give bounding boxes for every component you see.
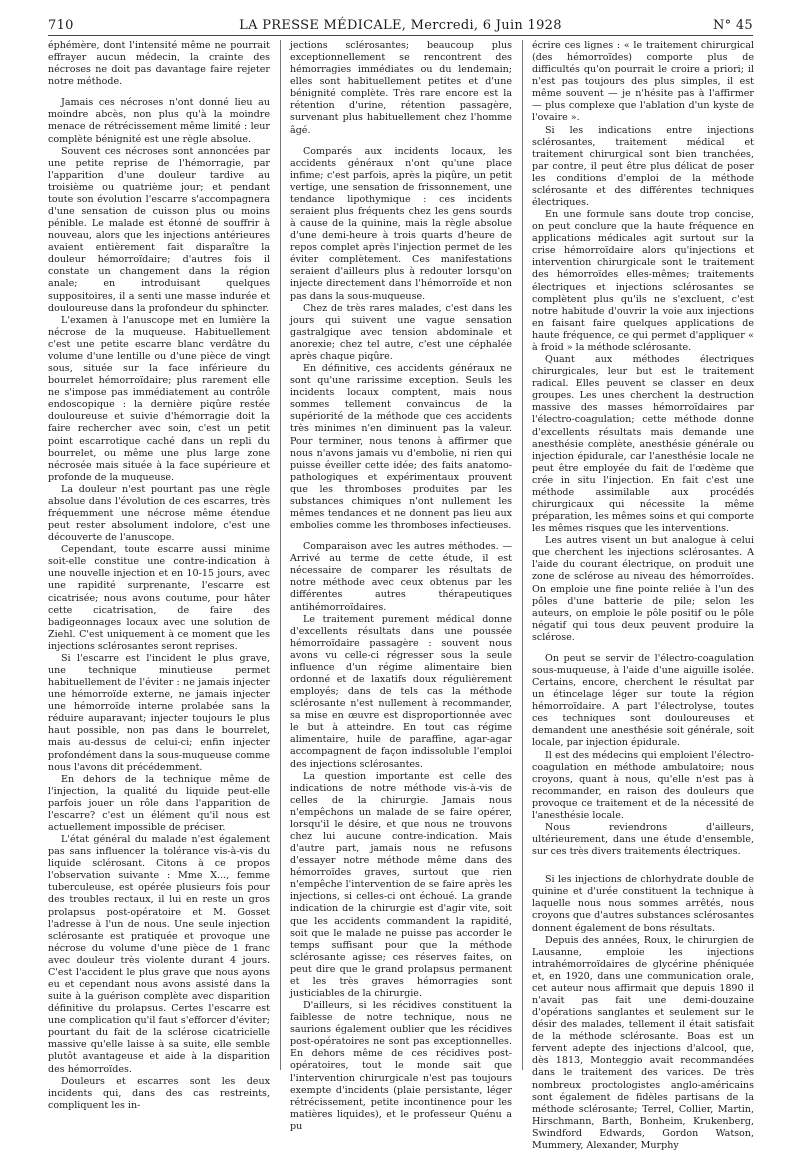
column-divider [280, 40, 281, 1070]
paragraph: La douleur n'est pourtant pas une règle absolue dans l'évolution de ces escarres, très fréquemment une nécrose même étendue peut rester absolument indolore, c'est une découverte de l'anuscope. [48, 483, 270, 544]
paragraph: Quant aux méthodes électriques chirurgicales, leur but est le traitement radical. Elles peuvent se classer en deux groupes. Les unes cherchent la destruction massive des masses hémorroïdaires par l'électro-coagulation; cette méthode donne d'excellents résultats mais demande une anesthésie complète, anesthésie générale ou injection épidurale, car l'anesthésie locale ne peut être employée du fait de l'œdème que crée in situ l'injection. En fait c'est une méthode assimilable aux procédés chirurgicaux qui nécessite la même préparation, les mêmes soins et qui comporte les mêmes risques que les interventions. [532, 354, 754, 535]
column-2 [290, 40, 512, 1133]
paragraph: L'examen à l'anuscope met en lumière la nécrose de la muqueuse. Habituellement c'est une petite escarre blanc verdâtre du volume d'une lentille ou d'une pièce de vingt sous, située sur la face inférieure du bourrelet hémorroïdaire; plus rarement elle ne s'impose pas immédiatement au contrôle endoscopique : la dernière piqûre restée douloureuse et suivie d'hémorragie doit la faire rechercher avec soin, c'est un petit point escarrotique caché dans un repli du bourrelet, ou même une plus large zone nécrosée mais située à la face supérieure et profonde de la muqueuse. [48, 314, 270, 483]
paragraph: Les autres visent un but analogue à celui que cherchent les injections sclérosantes. A l'aide du courant électrique, on produit une zone de sclérose au niveau des hémorroïdes. On emploie une fine pointe reliée à l'un des pôles d'une batterie de pile; selon les auteurs, on emploie le pôle positif ou le pôle négatif qui tous deux peuvent produire la sclérose. [532, 535, 754, 643]
paragraph: Si les injections de chlorhydrate double de quinine et d'urée constituent la technique à laquelle nous nous sommes arrêtés, nous croyons que d'autres substances sclérosantes donnent également de bons résultats. [532, 874, 754, 934]
journal-title: LA PRESSE MÉDICALE, Mercredi, 6 Juin 1928 [239, 18, 562, 33]
paragraph: En une formule sans doute trop concise, on peut conclure que la haute fréquence en applications médicales agit surtout sur la crise hémorroïdaire alors qu'injections et intervention chirurgicale sont le traitement des hémorroïdes elles-mêmes; traitements électriques et injections sclérosantes se complètent plus qu'ils ne s'excluent, c'est notre habitude d'ouvrir la voie aux injections en faisant faire quelques applications de haute fréquence, ce qui permet d'appliquer « à froid » la méthode sclérosante. [532, 209, 754, 353]
header-rule [48, 35, 753, 36]
paragraph: éphémère, dont l'intensité même ne pourrait effrayer aucun médecin, la crainte des nécroses ne doit pas davantage faire rejeter notre méthode. [48, 40, 270, 88]
paragraph: Le traitement purement médical donne d'excellents résultats dans une poussée hémorroïdaire passagère : souvent nous avons vu celle-ci régresser sous la seule influence d'un régime alimentaire bien ordonné et de laxatifs doux régulièrement employés; dans de tels cas la méthode sclérosante n'est nullement à recommander, sa mise en œuvre est disproportionnée avec le but à atteindre. En tout cas régime alimentaire, huile de paraffine, agar-agar accompagnent de façon indissoluble l'emploi des injections sclérosantes. [290, 613, 512, 770]
paragraph: On peut se servir de l'électro-coagulation sous-muqueuse, à l'aide d'une aiguille isolée. Certains, encore, cherchent le résultat par un étincelage léger sur toute la région hémorroïdaire. A part l'électrolyse, toutes ces techniques sont douloureuses et demandent une anesthésie soit générale, soit locale, par injection épidurale. [532, 652, 754, 749]
paragraph: Nous reviendrons d'ailleurs, ultérieurement, dans une étude d'ensemble, sur ces très divers traitements électriques. [532, 822, 754, 858]
section-paragraph: Comparaison avec les autres méthodes. — Arrivé au terme de cette étude, il est nécessaire de comparer les résultats de notre méthode avec ceux obtenus par les différentes autres thérapeutiques antihémorroïdaires. [290, 541, 512, 613]
running-header [48, 18, 753, 34]
paragraph: Souvent ces nécroses sont annoncées par une petite reprise de l'hémorragie, par l'apparition d'une douleur tardive au troisième ou quatrième jour; et pendant toute son évolution l'escarre s'accompagnera d'une sensation de cuisson plus ou moins pénible. Le malade est étonné de souffrir à nouveau, alors que les injections antérieures avaient entièrement fait disparaître la douleur hémorroïdaire; d'autres fois il constate un changement dans la région anale; en introduisant quelques suppositoires, il a senti une masse indurée et douloureuse dans la profondeur du sphincter. [48, 145, 270, 314]
paragraph: Comparés aux incidents locaux, les accidents généraux n'ont qu'une place infime; c'est parfois, après la piqûre, un petit vertige, une sensation de frissonnement, une tendance lipothymique : ces incidents seraient plus fréquents chez les gens sourds à cause de la quinine, mais la règle absolue d'une demi-heure à trois quarts d'heure de repos complet après l'injection permet de les éviter complètement. Ces manifestations seraient d'ailleurs plus à redouter lorsqu'on injecte directement dans l'hémorroïde et non pas dans la sous-muqueuse. [290, 145, 512, 302]
paragraph: D'ailleurs, si les récidives constituent la faiblesse de notre technique, nous ne saurions également oublier que les récidives post-opératoires ne sont pas exceptionnelles. En dehors même de ces récidives post-opératoires, tout le monde sait que l'intervention chirurgicale n'est pas toujours exempte d'incidents (plaie persistante, léger rétrécissement, petite incontinence pour les matières liquides), et le professeur Quénu a pu [290, 1000, 512, 1132]
paragraph: écrire ces lignes : « le traitement chirurgical (des hémorroïdes) comporte plus de difficultés qu'on pourrait le croire a priori; il n'est pas toujours des plus simples, il est même souvent — je n'hésite pas à l'affirmer — plus complexe que l'ablation d'un kyste de l'ovaire ». [532, 40, 754, 124]
paragraph: Cependant, toute escarre aussi minime soit-elle constitue une contre-indication à une nouvelle injection et en 10-15 jours, avec une rapidité surprenante, l'escarre est cicatrisée; nous avons coutume, pour hâter cette cicatrisation, de faire des badigeonnages locaux avec une solution de Ziehl. C'est uniquement à ce moment que les injections sclérosantes seront reprises. [48, 544, 270, 652]
column-1 [48, 40, 270, 1112]
paragraph: Il est des médecins qui emploient l'électro-coagulation en méthode ambulatoire; nous croyons, quant à nous, qu'elle n'est pas à recommander, en raison des douleurs que provoque ce traitement et de la nécessité de l'anesthésie locale. [532, 749, 754, 821]
paragraph: Si l'escarre est l'incident le plus grave, une technique minutieuse permet habituellement de l'éviter : ne jamais injecter une hémorroïde externe, ne jamais injecter une hémorroïde interne prolabée sans la réduire auparavant; injecter toujours le plus haut possible, non pas dans le bourrelet, mais au-dessus de celui-ci; enfin injecter profondément dans la sous-muqueuse comme nous l'avons dit précédemment. [48, 652, 270, 773]
paragraph: Depuis des années, Roux, le chirurgien de Lausanne, emploie les injections intrahémorroïdaires de glycérine phéniquée et, en 1920, dans une communication orale, cet auteur nous affirmait que depuis 1890 il n'avait pas fait une demi-douzaine d'opérations sanglantes et seulement sur le désir des malades, tellement il était satisfait de la méthode sclérosante. Boas est un fervent adepte des injections d'alcool, que, dès 1813, Monteggio avait recommandées dans le traitement des varices. De très nombreux proctologistes anglo-américains sont également de fidèles partisans de la méthode sclérosante; Terrel, Collier, Martin, Hirschmann, Barth, Bonheim, Krukenberg, Swindford Edwards, Gordon Watson, Mummery, Alexander, Murphy [532, 934, 754, 1151]
page-number: 710 [48, 18, 74, 33]
column-3 [532, 40, 754, 1152]
issue-number: N° 45 [712, 18, 753, 33]
paragraph: L'état général du malade n'est également pas sans influencer la tolérance vis-à-vis du liquide sclérosant. Citons à ce propos l'observation suivante : Mme X..., femme tuberculeuse, est opérée plusieurs fois pour des troubles rectaux, il lui en reste un gros prolapsus post-opératoire et M. Gosset l'adresse à l'un de nous. Une seule injection sclérosante est pratiquée et provoque une nécrose du volume d'une pièce de 1 franc avec douleur très violente durant 4 jours. C'est l'accident le plus grave que nous ayons eu et cependant nous avons assisté dans la suite à la guérison complète avec disparition définitive du prolapsus. Certes l'escarre est une complication qu'il faut s'efforcer d'éviter; pourtant du fait de la sclérose cicatricielle massive qu'elle laisse à sa suite, elle semble plutôt avantageuse et aide à la disparition des hémorroïdes. [48, 834, 270, 1075]
paragraph: Chez de très rares malades, c'est dans les jours qui suivent une vague sensation gastralgique avec tension abdominale et anorexie; chez tel autre, c'est une céphalée après chaque piqûre. [290, 302, 512, 362]
paragraph: En dehors de la technique même de l'injection, la qualité du liquide peut-elle parfois jouer un rôle dans l'apparition de l'escarre? c'est un élément qu'il nous est actuellement impossible de préciser. [48, 773, 270, 833]
column-divider [522, 40, 523, 1070]
paragraph: La question importante est celle des indications de notre méthode vis-à-vis de celles de la chirurgie. Jamais nous n'empêchons un malade de se faire opérer, lorsqu'il le désire, et que nous ne trouvons chez lui aucune contre-indication. Mais d'autre part, jamais nous ne refusons d'essayer notre méthode même dans des hémorroïdes graves, surtout que rien n'empêche l'intervention de se faire après les injections, si celles-ci ont échoué. La grande indication de la chirurgie est d'agir vite, soit que les accidents commandent la rapidité, soit que le malade ne puisse pas accorder le temps suffisant pour que la méthode sclérosante agisse; ces réserves faites, on peut dire que le grand prolapsus permanent et les très graves hémorragies sont justiciables de la chirurgie. [290, 770, 512, 1000]
paragraph: En définitive, ces accidents généraux ne sont qu'une rarissime exception. Seuls les incidents locaux comptent, mais nous sommes tellement convaincus de la supériorité de la méthode que ces accidents très minimes n'en diminuent pas la valeur. Pour terminer, nous tenons à affirmer que nous n'avons jamais vu d'embolie, ni rien qui puisse éveiller cette idée; des faits anatomo-pathologiques et expérimentaux prouvent que les thromboses produites par les substances chimiques n'ont nullement les mêmes tendances et ne donnent pas lieu aux embolies comme les thromboses infectieuses. [290, 363, 512, 532]
paragraph: jections sclérosantes; beaucoup plus exceptionnellement se rencontrent des hémorragies immédiates ou du lendemain; elles sont habituellement petites et d'une bénignité complète. Très rare encore est la rétention d'urine, rétention passagère, survenant plus habituellement chez l'homme âgé. [290, 40, 512, 136]
paragraph: Jamais ces nécroses n'ont donné lieu au moindre abcès, non plus qu'à la moindre menace de rétrécissement même limité : leur complète bénignité est une règle absolue. [48, 97, 270, 145]
paragraph: Douleurs et escarres sont les deux incidents qui, dans des cas restreints, compliquent les in- [48, 1075, 270, 1111]
paragraph: Si les indications entre injections sclérosantes, traitement médical et traitement chirurgical sont bien tranchées, par contre, il peut être plus délicat de poser les conditions d'emploi de la méthode sclérosante et des différentes techniques électriques. [532, 124, 754, 209]
